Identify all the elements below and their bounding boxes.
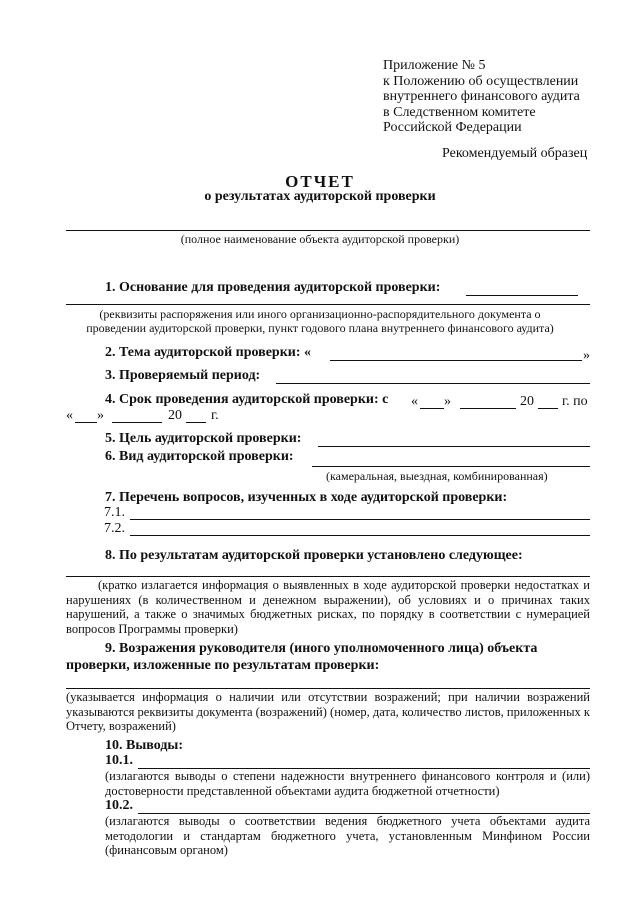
section-2-heading: 2. Тема аудиторской проверки: « [105,345,312,360]
section-1-caption: проведении аудиторской проверки, пункт годового плана внутреннего финансового аудита) [86,321,554,335]
item-7-1: 7.1. [104,505,125,520]
item-7-2: 7.2. [104,521,125,536]
object-name-field[interactable] [66,230,590,231]
section-10-2-caption: (излагаются выводы о соответствии ведения бюджетного учета объектами аудита методологии и стандартам бюджетного учета, установленным Минфином России (финансовым органом) [105,814,590,857]
objections-field[interactable] [66,688,590,689]
document-title: ОТЧЕТ [285,172,355,191]
section-5-heading: 5. Цель аудиторской проверки: [105,431,302,446]
document-subtitle: о результатах аудиторской проверки [204,189,436,204]
section-10-1-caption: (излагаются выводы о степени надежности внутреннего финансового контроля и (или) достоверности представленной объектами аудита бюджетной отчетности) [105,769,590,798]
section-1-heading: 1. Основание для проведения аудиторской проверки: [105,280,441,295]
start-day-field[interactable] [420,408,444,409]
appendix-line: к Положению об осуществлении [383,73,579,89]
start-year-suffix: г. по [562,394,588,409]
section-8-heading: 8. По результатам аудиторской проверки установлено следующее: [105,548,523,563]
appendix-block [383,58,580,136]
end-year-field[interactable] [186,422,206,423]
item-10-2: 10.2. [105,798,133,813]
start-month-field[interactable] [460,408,516,409]
appendix-line: Российской Федерации [383,120,522,136]
audit-topic-field[interactable] [330,360,582,361]
audit-period-field[interactable] [276,383,590,384]
recommended-sample-label: Рекомендуемый образец [442,146,588,161]
start-year-field[interactable] [538,408,558,409]
item-7-2-field[interactable] [130,535,590,536]
section-3-heading: 3. Проверяемый период: [105,368,261,383]
basis-field[interactable] [466,295,578,296]
date-close-quote: » [444,394,451,409]
object-name-caption: (полное наименование объекта аудиторской проверки) [180,232,460,246]
end-year-prefix: 20 [168,408,182,423]
findings-field[interactable] [66,576,590,577]
section-4-heading: 4. Срок проведения аудиторской проверки: с [105,392,389,407]
quote-close: » [583,348,590,363]
start-year-prefix: 20 [520,394,534,409]
appendix-line: внутреннего финансового аудита [383,89,580,105]
end-year-suffix: г. [211,408,219,423]
date-open-quote: « [66,408,73,423]
section-9-heading: 9. Возражения руководителя (иного уполномоченного лица) объекта [105,641,538,656]
item-10-1: 10.1. [105,753,133,768]
section-9-caption: (указывается информация о наличии или отсутствии возражений; при наличии возражений указываются реквизиты документа (возражений) (номер, дата, количество листов, приложенных к Отчету, возражений) [66,690,590,733]
audit-goal-field[interactable] [318,446,590,447]
section-7-heading: 7. Перечень вопросов, изученных в ходе аудиторской проверки: [105,490,508,505]
date-open-quote: « [411,394,418,409]
section-9-heading: проверки, изложенные по результатам проверки: [66,658,380,673]
section-6-heading: 6. Вид аудиторской проверки: [105,449,294,464]
appendix-line: в Следственном комитете [383,104,536,120]
section-10-heading: 10. Выводы: [105,738,184,753]
basis-details-field[interactable] [66,304,590,305]
section-1-caption: (реквизиты распоряжения или иного организационно-распорядительного документа о [99,307,541,321]
section-8-caption: (кратко излагается информация о выявленных в ходе аудиторской проверки недостатках и нарушениях (в количественном и денежном выражении), об условиях и о причинах таких нарушений, а также о значимых бюджетных рисках, по порядку в соответствии с нумерацией вопросов Программы проверки) [66,578,590,636]
item-7-1-field[interactable] [130,519,590,520]
date-close-quote: » [97,408,104,423]
section-6-caption: (камеральная, выездная, комбинированная) [326,469,548,483]
end-month-field[interactable] [112,422,162,423]
audit-type-field[interactable] [312,466,590,467]
end-day-field[interactable] [75,422,97,423]
appendix-line: Приложение № 5 [383,58,486,73]
